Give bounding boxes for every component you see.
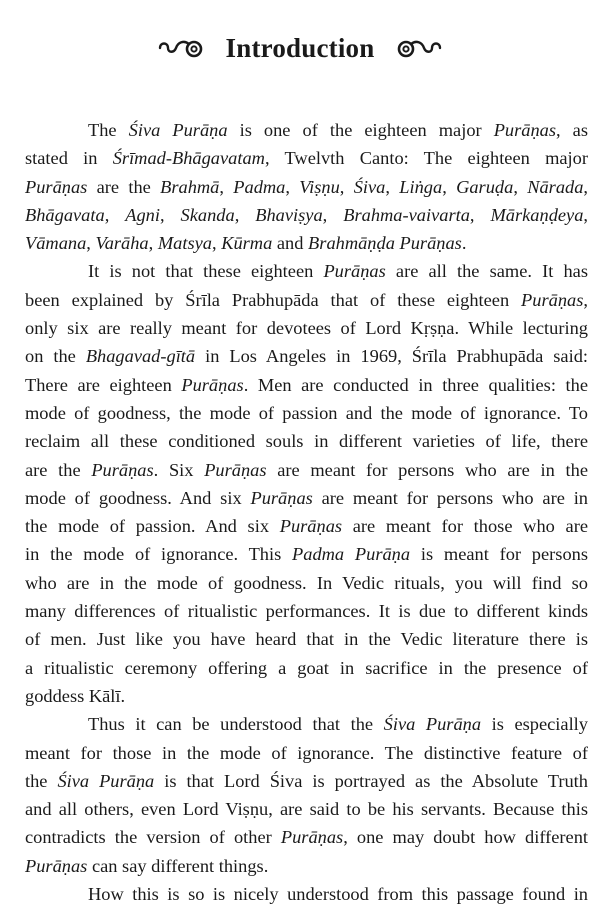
- italic-term: Purāṇas: [521, 289, 584, 310]
- italic-term: Brahmā: [160, 176, 220, 197]
- italic-term: Purāṇas: [181, 374, 244, 395]
- italic-term: Bhāgavata: [25, 204, 105, 225]
- text-run: , as: [556, 120, 588, 140]
- text-run: are meant for persons who are in: [312, 487, 589, 508]
- text-line: [25, 484, 588, 512]
- text-run: the: [25, 770, 58, 791]
- italic-term: Vāmana: [25, 233, 87, 254]
- italic-term: Purāṇas: [279, 516, 343, 537]
- page-title: Introduction: [225, 32, 375, 63]
- text-line: [25, 257, 588, 285]
- italic-term: Purāṇas: [250, 487, 313, 508]
- text-run: ,: [211, 233, 222, 254]
- text-run: is one of the eighteen major: [227, 120, 494, 140]
- text-line: [25, 399, 588, 427]
- text-run: are the: [25, 459, 92, 480]
- text-line: [25, 540, 588, 568]
- chapter-heading: [0, 28, 600, 68]
- text-line: [25, 625, 588, 653]
- text-line: [25, 427, 588, 455]
- text-run: . Six: [153, 459, 205, 480]
- italic-term: Purāṇas: [280, 827, 344, 848]
- italic-term: Bhaviṣya: [255, 204, 323, 225]
- italic-term: Nārada: [527, 176, 584, 197]
- italic-term: Śiva Purāṇa: [383, 714, 482, 735]
- text-run: ,: [339, 176, 354, 197]
- text-run: ,: [442, 176, 457, 197]
- paragraph: [25, 880, 588, 908]
- text-run: is meant for persons: [410, 544, 588, 565]
- text-run: on the: [25, 346, 86, 367]
- right-ornament-icon: [396, 36, 442, 60]
- text-line: [25, 286, 588, 314]
- italic-term: Agni: [125, 204, 160, 225]
- text-run: ,: [219, 176, 234, 197]
- italic-term: Skanda: [180, 204, 235, 225]
- text-run: mode of goodness, the mode of passion and the mode of ignorance. To: [25, 402, 588, 423]
- text-run: reclaim all these conditioned souls in different varieties of life, there: [25, 431, 588, 452]
- text-run: ,: [104, 204, 126, 225]
- text-run: are the: [87, 176, 161, 197]
- italic-term: Purāṇas: [25, 176, 88, 197]
- text-run: only six are really meant for devotees of Lord Kṛṣṇa. While lecturing: [25, 318, 588, 339]
- italic-term: Śiva Purāṇa: [57, 770, 155, 791]
- text-run: many differences of ritualistic performances. It is due to different kinds: [25, 601, 588, 622]
- text-run: the mode of passion. And six: [25, 516, 280, 537]
- text-line: [25, 880, 588, 908]
- text-run: who are in the mode of goodness. In Vedic rituals, you will find so: [25, 572, 588, 593]
- text-run: Thus it can be understood that the: [88, 714, 384, 735]
- text-run: in the mode of ignorance. This: [25, 544, 293, 565]
- text-line: [25, 229, 588, 257]
- text-run: in Los Angeles in 1969, Śrīla Prabhupāda said:: [195, 346, 589, 367]
- text-run: .: [461, 233, 467, 254]
- italic-term: Purāṇas: [204, 459, 267, 480]
- text-line: [25, 173, 588, 201]
- text-line: [25, 456, 588, 484]
- italic-term: Purāṇas: [91, 459, 154, 480]
- italic-term: Śiva Purāṇa: [128, 120, 228, 140]
- text-run: of men. Just like you have heard that in the Vedic literature there is: [25, 629, 588, 650]
- text-run: There are eighteen: [25, 374, 182, 395]
- text-line: [25, 710, 588, 738]
- italic-term: Matsya: [157, 233, 212, 254]
- text-run: , one may doubt how different: [343, 827, 589, 848]
- left-ornament-icon: [158, 36, 204, 60]
- italic-term: Padma Purāṇa: [292, 544, 411, 565]
- italic-term: Liṅga: [399, 176, 443, 197]
- text-line: [25, 739, 588, 767]
- text-run: a ritualistic ceremony offering a goat in sacrifice in the presence of: [25, 657, 588, 678]
- text-run: ,: [583, 289, 588, 310]
- text-run: ,: [234, 204, 256, 225]
- text-line: [25, 116, 588, 144]
- text-line: [25, 371, 588, 399]
- text-line: [25, 512, 588, 540]
- text-line: [25, 569, 588, 597]
- text-run: . Men are conducted in three qualities: the: [243, 374, 588, 395]
- text-line: [25, 597, 588, 625]
- text-line: [25, 823, 588, 851]
- text-run: is that Lord Śiva is portrayed as the Absolute Truth: [154, 770, 588, 791]
- text-run: ,: [86, 233, 96, 254]
- italic-term: Garuḍa: [456, 176, 514, 197]
- text-line: [25, 654, 588, 682]
- text-run: been explained by Śrīla Prabhupāda that of these eighteen: [25, 289, 522, 310]
- italic-term: Viṣṇu: [299, 176, 340, 197]
- paragraph: [25, 710, 588, 880]
- text-run: goddess Kālī.: [25, 685, 126, 706]
- italic-term: Padma: [233, 176, 286, 197]
- text-run: contradicts the version of other: [25, 827, 281, 848]
- italic-term: Purāṇas: [25, 855, 88, 876]
- text-line: [25, 342, 588, 370]
- text-line: [25, 767, 588, 795]
- text-run: The: [88, 120, 129, 140]
- text-line: [25, 852, 588, 880]
- italic-term: Brahma-vaivarta: [343, 204, 470, 225]
- text-run: meant for those in the mode of ignorance. The distinctive feature of: [25, 742, 588, 763]
- text-line: [25, 795, 588, 823]
- text-run: ,: [469, 204, 491, 225]
- text-run: ,: [583, 204, 589, 225]
- text-run: , Twelvth Canto: The eighteen major: [264, 148, 588, 169]
- text-run: ,: [148, 233, 158, 254]
- italic-term: Brahmāṇḍa Purāṇas: [308, 233, 462, 254]
- text-run: mode of goodness. And six: [25, 487, 251, 508]
- italic-term: Bhagavad-gītā: [85, 346, 196, 367]
- text-run: are meant for persons who are in the: [266, 459, 588, 480]
- paragraph: [25, 116, 588, 257]
- italic-term: Śiva: [353, 176, 386, 197]
- text-line: [25, 201, 588, 229]
- italic-term: Purāṇas: [493, 120, 557, 140]
- text-run: and all others, even Lord Viṣṇu, are said to be his servants. Because this: [25, 799, 588, 820]
- text-run: are all the same. It has: [385, 261, 588, 282]
- text-run: ,: [159, 204, 181, 225]
- text-run: It is not that these eighteen: [88, 261, 324, 282]
- text-line: [25, 314, 588, 342]
- body-text: [25, 116, 588, 908]
- italic-term: Purāṇas: [323, 261, 386, 282]
- italic-term: Mārkaṇḍeya: [490, 204, 584, 225]
- text-run: How this is so is nicely understood from this passage found in: [88, 884, 588, 905]
- text-run: stated in: [25, 148, 113, 169]
- text-line: [25, 144, 588, 172]
- italic-term: Kūrma: [221, 233, 273, 254]
- text-run: ,: [285, 176, 300, 197]
- text-run: is especially: [481, 714, 588, 735]
- italic-term: Varāha: [95, 233, 149, 254]
- text-run: ,: [322, 204, 344, 225]
- text-run: ,: [583, 176, 589, 197]
- text-line: [25, 682, 588, 710]
- italic-term: Śrīmad-Bhāgavatam: [112, 148, 265, 169]
- text-run: ,: [513, 176, 528, 197]
- text-run: ,: [385, 176, 400, 197]
- paragraph: [25, 257, 588, 710]
- text-run: and: [272, 233, 309, 254]
- text-run: can say different things.: [87, 855, 269, 876]
- text-run: are meant for those who are: [342, 516, 589, 537]
